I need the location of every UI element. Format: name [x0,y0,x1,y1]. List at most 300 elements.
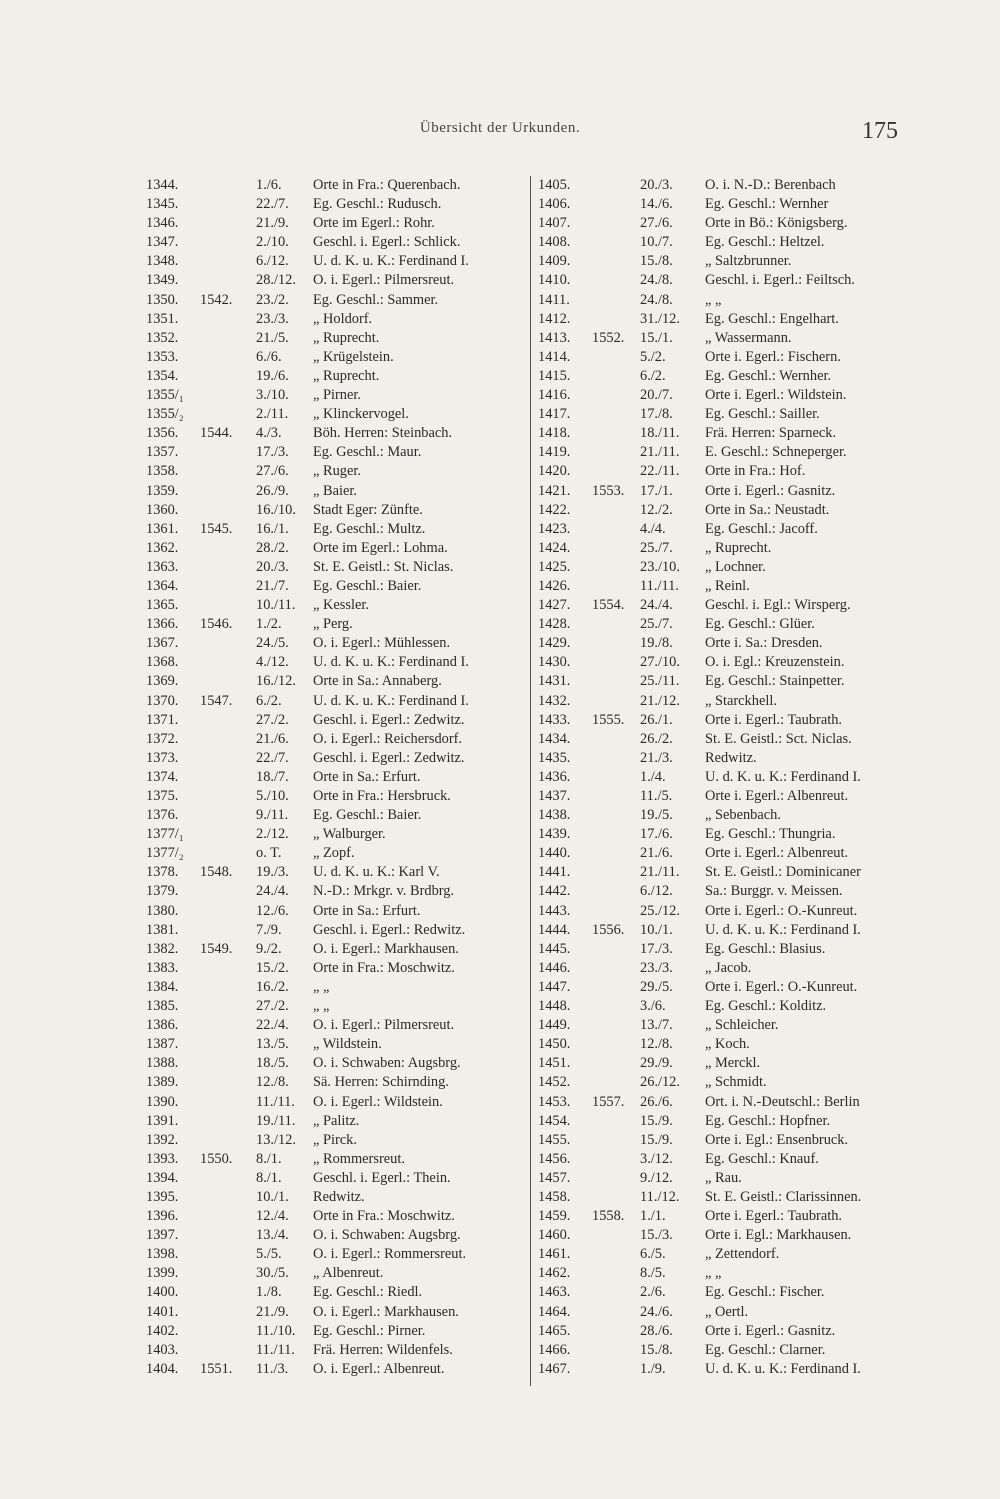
entry-number: 1424. [538,539,571,556]
entry-text: St. E. Geistl.: St. Niclas. [313,558,454,575]
entry-number: 1461. [538,1246,571,1263]
entry-text: Frä. Herren: Wildenfels. [313,1341,453,1358]
entry-year: 1556. [592,921,625,938]
table-row [538,539,910,558]
entry-date: 17./6. [640,826,673,843]
table-row [538,1303,910,1322]
left-column [146,176,526,1379]
entry-year: 1548. [200,864,233,881]
entry-number: 1463. [538,1284,571,1301]
entry-text: Eg. Geschl.: Jacoff. [705,520,818,537]
entry-text: O. i. Egerl.: Wildstein. [313,1093,443,1110]
table-row [538,1264,910,1283]
entry-date: 12./6. [256,902,289,919]
entry-number: 1449. [538,1017,571,1034]
table-row [538,577,910,596]
entry-number: 1428. [538,616,571,633]
entry-number: 1385. [146,998,179,1015]
entry-date: 23./10. [640,558,680,575]
entry-text: „ Wassermann. [705,329,792,346]
entry-date: 26./6. [640,1093,673,1110]
table-row [146,1150,526,1169]
entry-number: 1466. [538,1341,571,1358]
entry-number: 1381. [146,921,179,938]
entry-text: Eg. Geschl.: Multz. [313,520,426,537]
table-row [538,1131,910,1150]
entry-text: Orte i. Egerl.: Taubrath. [705,711,842,728]
entry-date: 9./2. [256,940,282,957]
table-row [146,882,526,901]
entry-number: 1351. [146,310,179,327]
entry-date: 1./2. [256,616,282,633]
entry-date: 24./5. [256,635,289,652]
entry-number: 1396. [146,1208,179,1225]
entry-number: 1467. [538,1360,571,1377]
entry-date: 1./1. [640,1208,666,1225]
entry-text: Geschl. i. Egerl.: Zedwitz. [313,749,465,766]
table-row [538,940,910,959]
table-row [146,252,526,271]
table-row [538,291,910,310]
entry-text: „ Merckl. [705,1055,761,1072]
entry-date: 12./8. [256,1074,289,1091]
entry-date: 2./12. [256,826,289,843]
entry-date: 15./3. [640,1227,673,1244]
entry-number: 1462. [538,1265,571,1282]
entry-date: 11./3. [256,1360,289,1377]
table-row [146,1035,526,1054]
table-row [146,596,526,615]
table-row [538,882,910,901]
table-row [538,1360,910,1379]
entry-text: U. d. K. u. K.: Ferdinand I. [705,768,861,785]
entry-text: Orte i. Egerl.: Albenreut. [705,788,849,804]
table-row [146,1054,526,1073]
entry-number: 1457. [538,1169,571,1186]
entry-date: o. T. [256,845,282,862]
entry-number: 1448. [538,998,571,1015]
entry-number: 1434. [538,730,571,747]
table-row [146,749,526,768]
entry-number: 1455. [538,1131,571,1148]
entry-date: 23./3. [256,310,289,327]
entry-date: 9./11. [256,807,289,824]
entry-number: 1436. [538,768,571,785]
table-row [538,806,910,825]
entry-date: 13./12. [256,1131,296,1148]
table-row [538,634,910,653]
entry-text: Eg. Geschl.: Rudusch. [313,196,442,213]
entry-text: „ Rommersreut. [313,1150,405,1167]
entry-date: 13./4. [256,1227,289,1244]
entry-text: Eg. Geschl.: Engelhart. [705,310,839,327]
table-row [146,577,526,596]
entry-text: Orte in Fra.: Hof. [705,463,806,480]
table-row [538,176,910,195]
table-row [538,1245,910,1264]
entry-date: 15./8. [640,1341,673,1358]
entry-text: Eg. Geschl.: Heltzel. [705,234,825,251]
entry-text: Eg. Geschl.: Pirner. [313,1322,426,1339]
entry-date: 29./9. [640,1055,673,1072]
entry-text: U. d. K. u. K.: Ferdinand I. [705,1360,861,1377]
entry-text: Eg. Geschl.: Kolditz. [705,998,827,1015]
entry-year: 1554. [592,597,625,614]
entry-number: 1387. [146,1036,179,1053]
entry-number: 1352. [146,329,179,346]
entry-text: E. Geschl.: Schneperger. [705,444,847,461]
entry-number: 1369. [146,673,179,690]
entry-date: 21./5. [256,329,289,346]
entry-text: „ Palitz. [313,1112,360,1129]
table-row [146,1264,526,1283]
table-row [538,787,910,806]
entry-date: 26./9. [256,482,289,499]
entry-date: 30./5. [256,1265,289,1282]
table-row [538,692,910,711]
table-row [538,252,910,271]
table-row [146,367,526,386]
entry-text: Geschl. i. Egerl.: Thein. [313,1169,451,1186]
table-row [538,329,910,348]
entry-number: 1377/₂ [146,845,184,862]
entry-number: 1440. [538,845,571,862]
entry-date: 10./11. [256,597,296,614]
entry-number: 1425. [538,558,571,575]
entry-text: „ Oertl. [705,1303,749,1320]
entry-date: 22./7. [256,196,289,213]
entry-text: Orte i. Egl.: Markhausen. [705,1227,852,1244]
entry-date: 3./6. [640,998,666,1015]
entry-date: 28./6. [640,1322,673,1339]
entry-date: 25./7. [640,616,673,633]
entry-date: 15./9. [640,1131,673,1148]
table-row [538,863,910,882]
entry-date: 12./8. [640,1036,673,1053]
entry-date: 11./5. [640,788,673,804]
table-row [538,921,910,940]
entry-text: „ Pirck. [313,1131,357,1148]
entry-number: 1410. [538,272,571,289]
entry-text: N.-D.: Mrkgr. v. Brdbrg. [313,883,455,900]
entry-date: 6./2. [640,367,666,384]
table-row [538,558,910,577]
table-row [146,1073,526,1092]
table-row [538,653,910,672]
entry-number: 1362. [146,539,179,556]
entry-text: Eg. Geschl.: Blasius. [705,940,826,957]
entry-date: 22./4. [256,1017,289,1034]
entry-text: Redwitz. [313,1188,365,1205]
entry-number: 1373. [146,749,179,766]
entry-text: Geschl. i. Egerl.: Feiltsch. [705,272,855,289]
table-row [146,291,526,310]
table-row [146,672,526,691]
entry-number: 1405. [538,177,571,193]
entry-date: 14./6. [640,196,673,213]
entry-number: 1365. [146,597,179,614]
entry-year: 1544. [200,425,233,442]
entry-number: 1364. [146,577,179,594]
entry-number: 1399. [146,1265,179,1282]
table-row [538,1207,910,1226]
table-row [146,634,526,653]
table-row [146,1322,526,1341]
table-row [538,271,910,290]
table-row [538,233,910,252]
entry-text: Geschl. i. Egerl.: Schlick. [313,234,461,251]
table-row [146,1341,526,1360]
entry-date: 15./9. [640,1112,673,1129]
entry-number: 1382. [146,940,179,957]
table-row [146,959,526,978]
entry-text: Eg. Geschl.: Baier. [313,807,422,824]
table-row [146,768,526,787]
entry-text: O. i. Egerl.: Albenreut. [313,1360,445,1377]
entry-number: 1390. [146,1093,179,1110]
table-row [146,692,526,711]
table-row [146,730,526,749]
entry-number: 1445. [538,940,571,957]
entry-date: 2./11. [256,406,289,423]
entry-text: Orte i. Egerl.: Fischern. [705,348,841,365]
entry-date: 23./3. [640,959,673,976]
entry-number: 1353. [146,348,179,365]
entry-date: 26./1. [640,711,673,728]
entry-text: „ Zopf. [313,845,355,862]
table-row [538,1188,910,1207]
entry-number: 1414. [538,348,571,365]
entry-number: 1397. [146,1227,179,1244]
entry-date: 3./10. [256,387,289,404]
entry-text: U. d. K. u. K.: Ferdinand I. [313,654,469,671]
entry-date: 17./8. [640,406,673,423]
entry-text: Orte im Egerl.: Rohr. [313,215,435,232]
right-column [538,176,910,1379]
table-row [538,443,910,462]
entry-number: 1395. [146,1188,179,1205]
entry-date: 17./1. [640,482,673,499]
entry-number: 1378. [146,864,179,881]
entry-number: 1368. [146,654,179,671]
entry-number: 1383. [146,959,179,976]
entry-number: 1411. [538,291,570,308]
entry-date: 21./7. [256,577,289,594]
table-row [146,348,526,367]
table-row [146,443,526,462]
page-number: 175 [862,118,898,144]
entry-number: 1354. [146,367,179,384]
entry-number: 1456. [538,1150,571,1167]
entry-number: 1453. [538,1093,571,1110]
entry-text: „ Klinckervogel. [313,406,409,423]
table-row [146,424,526,443]
table-row [538,214,910,233]
entry-text: Eg. Geschl.: Sailler. [705,406,820,423]
entry-number: 1421. [538,482,571,499]
entry-date: 21./11. [640,864,680,881]
table-row [146,1016,526,1035]
table-row [538,348,910,367]
entry-date: 10./1. [256,1188,289,1205]
entry-number: 1433. [538,711,571,728]
entry-number: 1406. [538,196,571,213]
table-row [538,844,910,863]
entry-number: 1446. [538,959,571,976]
entry-date: 22./7. [256,749,289,766]
entry-date: 21./3. [640,749,673,766]
entry-date: 21./12. [640,692,680,709]
entry-number: 1386. [146,1017,179,1034]
table-row [538,1073,910,1092]
entry-number: 1374. [146,768,179,785]
entry-text: „ Ruprecht. [313,329,380,346]
entry-date: 18./5. [256,1055,289,1072]
entry-text: O. i. Egerl.: Pilmersreut. [313,1017,455,1034]
table-row [538,730,910,749]
entry-number: 1430. [538,654,571,671]
entry-year: 1549. [200,940,233,957]
entry-text: „ Schleicher. [705,1017,779,1034]
entry-number: 1350. [146,291,179,308]
table-row [538,672,910,691]
entry-text: Orte in Sa.: Erfurt. [313,902,421,919]
entry-date: 31./12. [640,310,680,327]
entry-number: 1447. [538,978,571,995]
table-row [146,1226,526,1245]
entry-text: Orte i. Egerl.: O.-Kunreut. [705,978,858,995]
entry-number: 1359. [146,482,179,499]
entry-text: „ Rau. [705,1169,742,1186]
entry-number: 1443. [538,902,571,919]
entry-date: 19./3. [256,864,289,881]
table-row [538,596,910,615]
entry-number: 1452. [538,1074,571,1091]
table-row [538,424,910,443]
entry-number: 1442. [538,883,571,900]
entry-number: 1437. [538,788,571,804]
entry-text: Eg. Geschl.: Glüer. [705,616,815,633]
entry-number: 1423. [538,520,571,537]
entry-date: 18./7. [256,768,289,785]
entry-number: 1417. [538,406,571,423]
entry-number: 1404. [146,1360,179,1377]
entry-date: 11./11. [640,577,679,594]
entry-year: 1555. [592,711,625,728]
entry-date: 4./12. [256,654,289,671]
entry-text: „ Koch. [705,1036,750,1053]
table-row [146,1093,526,1112]
entry-number: 1432. [538,692,571,709]
entry-number: 1409. [538,253,571,270]
entry-number: 1419. [538,444,571,461]
entry-text: U. d. K. u. K.: Ferdinand I. [313,253,469,270]
table-row [146,1112,526,1131]
entry-date: 2./6. [640,1284,666,1301]
table-row [146,711,526,730]
entry-text: Orte in Fra.: Moschwitz. [313,959,455,976]
table-row [538,405,910,424]
entry-text: U. d. K. u. K.: Karl V. [313,864,440,881]
table-row [146,214,526,233]
table-row [146,1169,526,1188]
entry-date: 25./11. [640,673,680,690]
entry-text: Orte in Sa.: Neustadt. [705,501,830,518]
entry-text: O. i. Schwaben: Augsbrg. [313,1227,461,1244]
entry-number: 1367. [146,635,179,652]
entry-text: „ Lochner. [705,558,766,575]
entry-text: Stadt Eger: Zünfte. [313,501,423,518]
entry-text: „ Ruprecht. [705,539,772,556]
entry-number: 1460. [538,1227,571,1244]
table-row [146,844,526,863]
entry-year: 1550. [200,1150,233,1167]
entry-number: 1360. [146,501,179,518]
entry-date: 6./12. [640,883,673,900]
table-row [146,233,526,252]
entry-number: 1363. [146,558,179,575]
entry-date: 11./11. [256,1093,295,1110]
entry-text: Eg. Geschl.: Riedl. [313,1284,423,1301]
entry-text: U. d. K. u. K.: Ferdinand I. [705,921,861,938]
column-divider [530,176,531,1386]
entry-year: 1546. [200,616,233,633]
entry-date: 24./6. [640,1303,673,1320]
entry-date: 8./1. [256,1169,282,1186]
entry-date: 29./5. [640,978,673,995]
table-row [146,825,526,844]
entry-text: „ „ [313,998,330,1015]
entry-text: O. i. Egerl.: Markhausen. [313,940,459,957]
entry-date: 24./8. [640,272,673,289]
table-row [538,978,910,997]
entry-date: 6./5. [640,1246,666,1263]
entry-year: 1545. [200,520,233,537]
entry-date: 20./3. [256,558,289,575]
table-row [146,902,526,921]
entry-text: Orte in Sa.: Erfurt. [313,768,421,785]
entry-date: 16./1. [256,520,289,537]
entry-number: 1377/₁ [146,826,184,843]
entry-date: 24./8. [640,291,673,308]
entry-text: Frä. Herren: Sparneck. [705,425,837,442]
entry-number: 1420. [538,463,571,480]
entry-date: 13./7. [640,1017,673,1034]
table-row [146,271,526,290]
entry-date: 24./4. [640,597,673,614]
entry-text: Eg. Geschl.: Wernher. [705,367,832,384]
entry-text: Orte i. Egl.: Ensenbruck. [705,1131,849,1148]
entry-date: 17./3. [256,444,289,461]
entry-text: „ Saltzbrunner. [705,253,792,270]
table-row [538,1054,910,1073]
entry-date: 16./2. [256,978,289,995]
entry-number: 1347. [146,234,179,251]
entry-text: Orte i. Egerl.: Wildstein. [705,387,847,404]
table-row [538,997,910,1016]
entry-text: „ Sebenbach. [705,807,781,824]
entry-date: 21./6. [256,730,289,747]
entry-number: 1422. [538,501,571,518]
entry-number: 1458. [538,1188,571,1205]
entry-text: „ Pirner. [313,387,361,404]
entry-date: 21./9. [256,215,289,232]
entry-text: Eg. Geschl.: Stainpetter. [705,673,845,690]
entry-text: O. i. Egerl.: Pilmersreut. [313,272,455,289]
entry-date: 20./3. [640,177,673,193]
entry-text: „ Walburger. [313,826,386,843]
entry-text: Eg. Geschl.: Baier. [313,577,422,594]
